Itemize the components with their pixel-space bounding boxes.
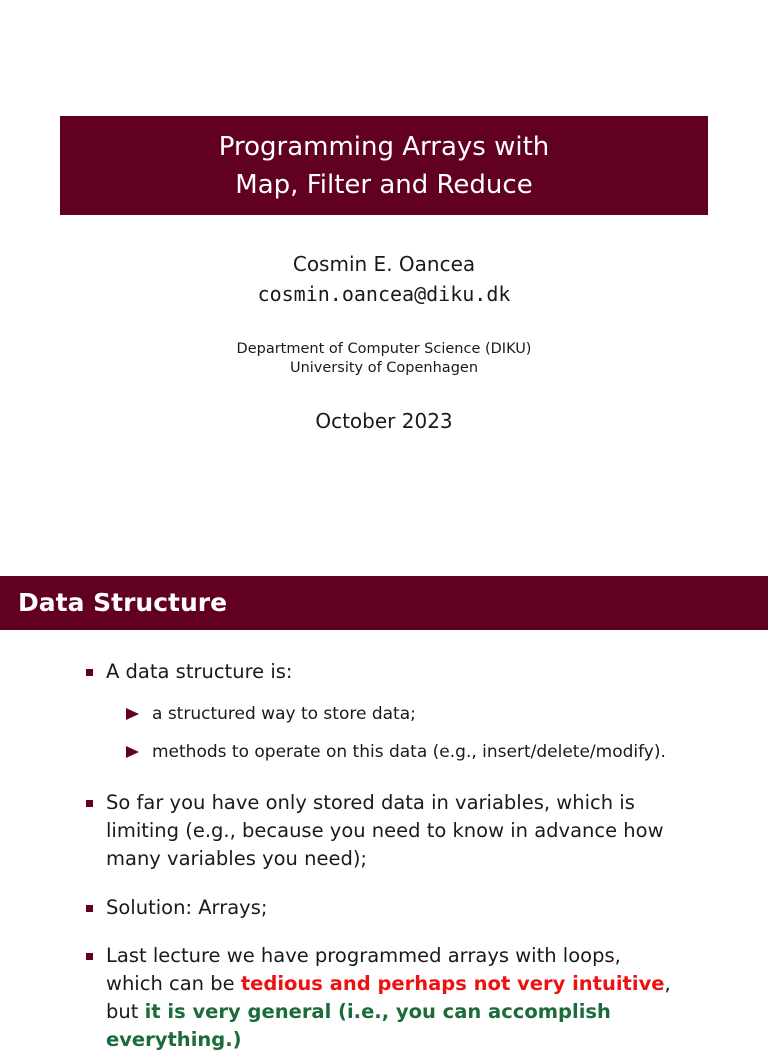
square-bullet-icon (86, 905, 93, 912)
presentation-date: October 2023 (315, 409, 453, 433)
sub-bullet-text: methods to operate on this data (e.g., insert/delete/modify). (152, 742, 666, 762)
university: University of Copenhagen (289, 360, 479, 376)
triangle-bullet-icon (126, 708, 139, 720)
square-bullet-icon (86, 953, 93, 960)
bullet-line-prefix: but (106, 1000, 145, 1023)
sub-bullet-item (126, 702, 726, 726)
bullet-item (86, 789, 726, 873)
bullet-line-suffix: , (664, 972, 671, 995)
highlight-green: it is very general (i.e., you can accomplish everything.) (106, 1000, 611, 1051)
author-email: cosmin.oancea@diku.dk (257, 282, 511, 306)
bullet-text (106, 942, 726, 1054)
bullet-text: Solution: Arrays; (106, 896, 268, 919)
content-slide (0, 576, 768, 1051)
sub-bullet-item (126, 740, 726, 764)
square-bullet-icon (86, 669, 93, 676)
highlight-red: tedious and perhaps not very intuitive (240, 972, 665, 995)
square-bullet-icon (86, 800, 93, 807)
frame-title: Data Structure (0, 576, 768, 630)
bullet-line-prefix: which can be (106, 972, 241, 995)
sub-bullet-text: a structured way to store data; (152, 704, 416, 724)
title-line-1: Programming Arrays with (218, 131, 550, 162)
bullet-item (86, 658, 726, 686)
department: Department of Computer Science (DIKU) (236, 341, 532, 357)
bullet-item (86, 942, 726, 1054)
bullet-item (86, 894, 726, 922)
triangle-bullet-icon (126, 746, 139, 758)
author-name: Cosmin E. Oancea (292, 252, 476, 276)
bullet-text: A data structure is: (106, 660, 293, 683)
title-box (60, 116, 708, 215)
bullet-line: So far you have only stored data in variables, which is (106, 791, 635, 814)
bullet-line: Last lecture we have programmed arrays with loops, (106, 944, 621, 967)
bullet-line: limiting (e.g., because you need to know in advance how (106, 819, 664, 842)
bullet-line: many variables you need); (106, 847, 368, 870)
institution (0, 340, 768, 378)
title-line-2: Map, Filter and Reduce (235, 169, 533, 200)
bullet-text (106, 789, 726, 873)
